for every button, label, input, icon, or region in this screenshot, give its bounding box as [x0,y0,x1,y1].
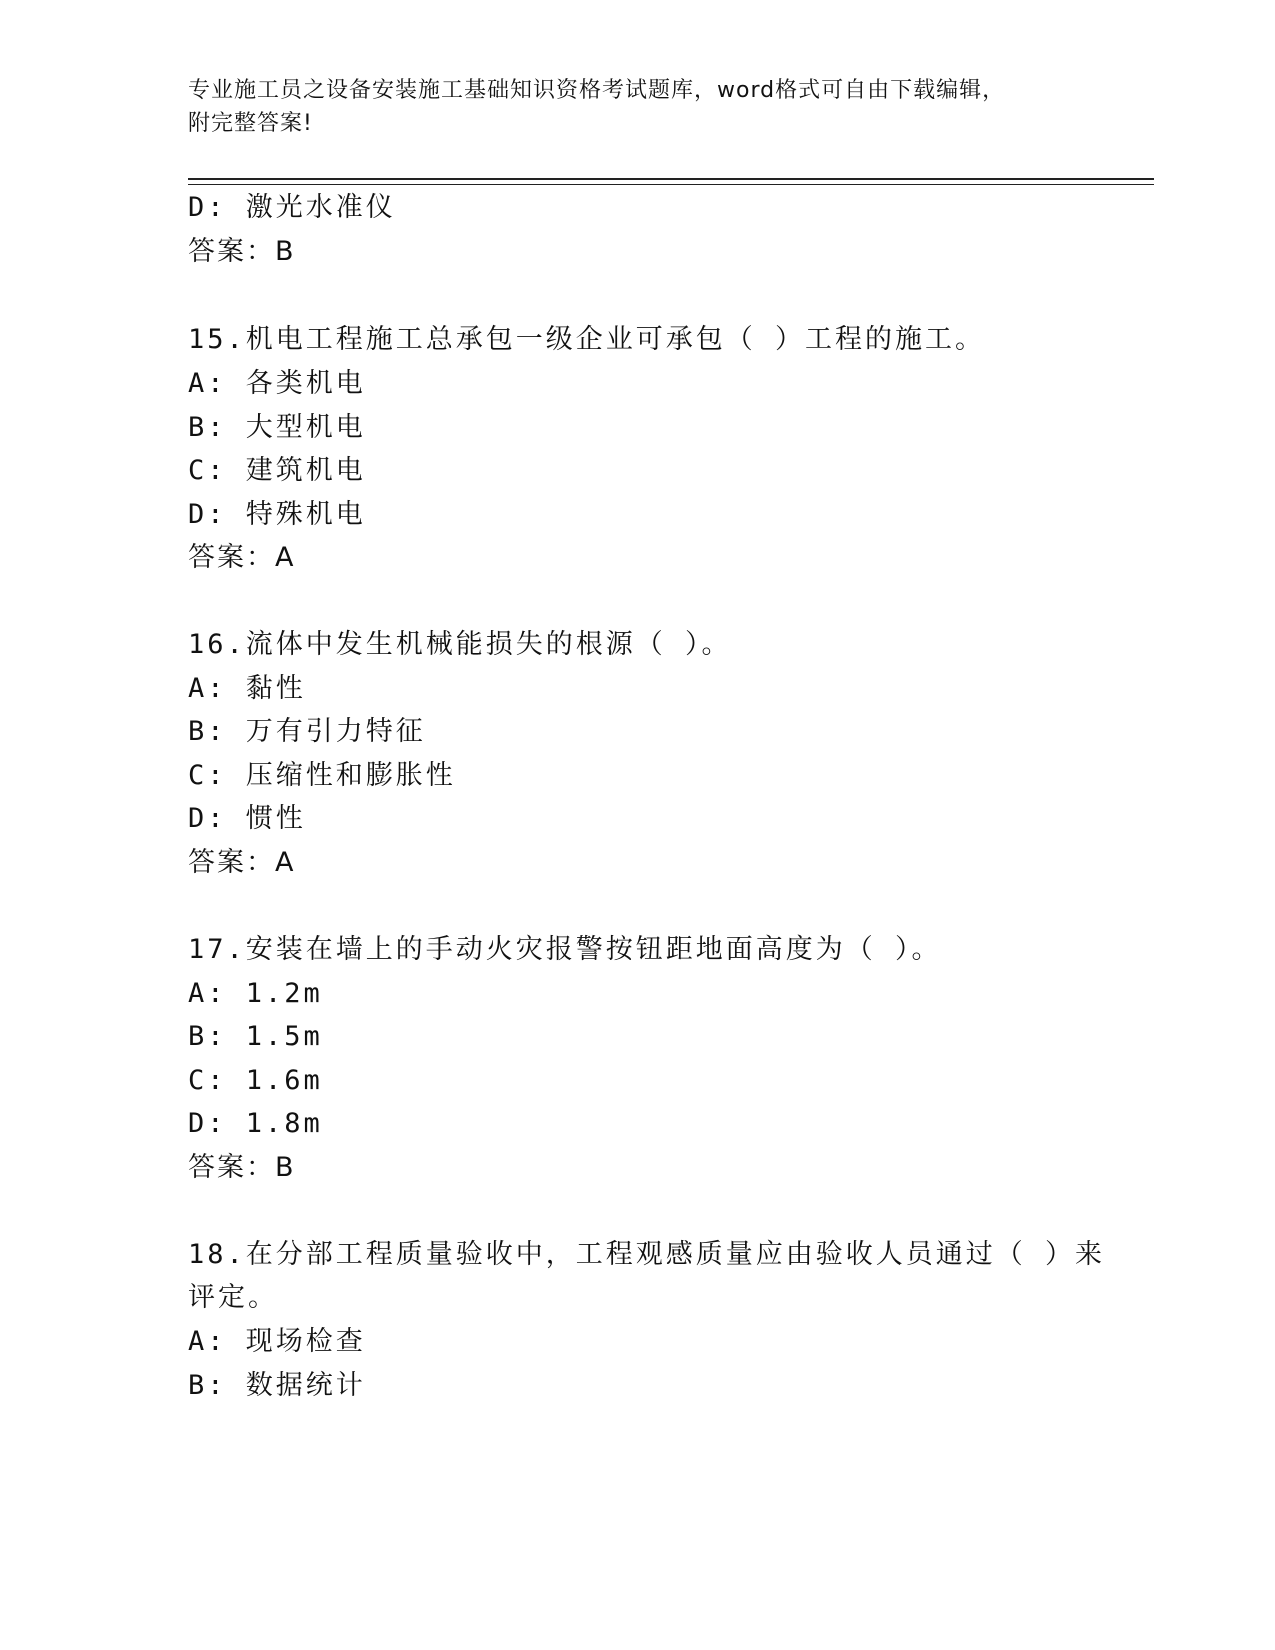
q15-stem: 15.机电工程施工总承包一级企业可承包（ ）工程的施工。 [188,324,986,355]
q17-option-a: A: 1.2m [188,978,323,1009]
q18-option-b: B: 数据统计 [188,1370,366,1401]
q16-answer: 答案：A [188,847,296,878]
q16-option-d: D: 惯性 [188,803,306,834]
q18-stem-line-1: 18.在分部工程质量验收中，工程观感质量应由验收人员通过（ ）来 [188,1239,1106,1270]
q16-option-a: A: 黏性 [188,673,306,704]
q15-option-c: C: 建筑机电 [188,455,366,486]
q16-option-b: B: 万有引力特征 [188,716,426,747]
header-divider-thin [188,184,1154,185]
document-header [188,74,1088,140]
q17-option-d: D: 1.8m [188,1108,323,1139]
prev-answer: 答案：B [188,236,296,267]
q17-answer: 答案：B [188,1152,296,1183]
q18-option-a: A: 现场检查 [188,1326,366,1357]
q15-option-a: A: 各类机电 [188,368,366,399]
q15-answer: 答案：A [188,542,296,573]
q17-option-c: C: 1.6m [188,1065,323,1096]
prev-option-d: D: 激光水准仪 [188,192,396,223]
q16-option-c: C: 压缩性和膨胀性 [188,760,456,791]
q15-option-b: B: 大型机电 [188,412,366,443]
header-line-1: 专业施工员之设备安装施工基础知识资格考试题库，word格式可自由下载编辑， [188,78,1006,103]
q17-stem: 17.安装在墙上的手动火灾报警按钮距地面高度为（ ）。 [188,934,942,965]
q15-option-d: D: 特殊机电 [188,499,366,530]
q17-option-b: B: 1.5m [188,1021,323,1052]
q16-stem: 16.流体中发生机械能损失的根源（ ）。 [188,629,732,660]
header-divider-thick [188,178,1154,180]
q18-stem-line-2: 评定。 [188,1282,278,1313]
header-line-2: 附完整答案! [188,111,313,136]
